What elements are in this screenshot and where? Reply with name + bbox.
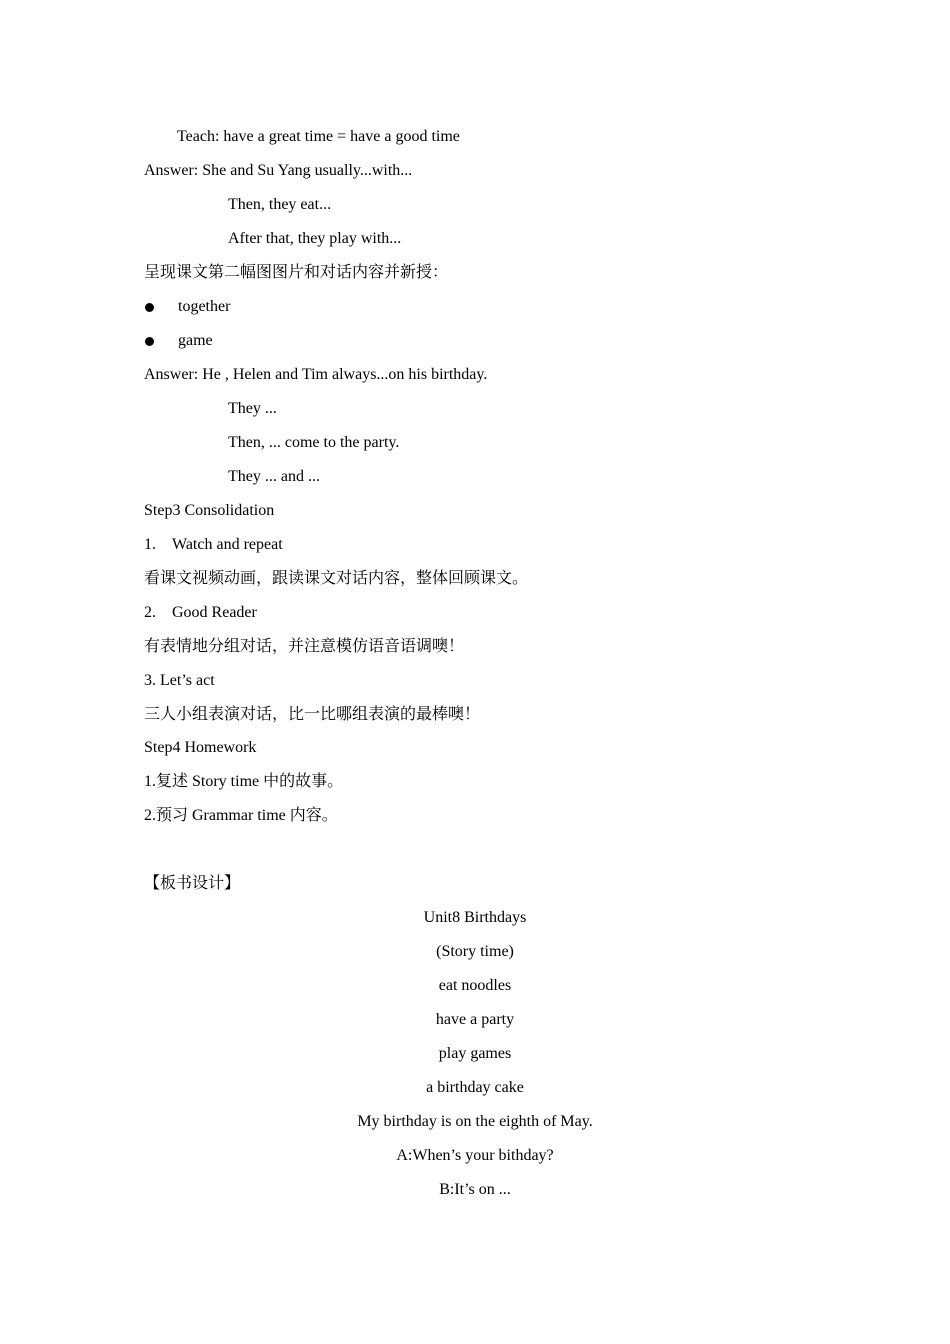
step3-item1 [144, 528, 283, 562]
step3-item1-desc: 看课文视频动画，跟读课文对话内容，整体回顾课文。 [144, 570, 529, 587]
homework-item1: 1.复述 Story time 中的故事。 [144, 773, 344, 790]
board-design-heading: 【板书设计】 [144, 875, 241, 892]
answer1-line2: Then, they eat... [228, 196, 332, 213]
bullet-text: together [178, 298, 231, 315]
board-line: (Story time) [436, 943, 514, 960]
step3-item2-text: Good Reader [172, 604, 257, 621]
answer1-line3: After that, they play with... [228, 230, 402, 247]
board-line: Unit8 Birthdays [423, 909, 527, 926]
homework-item2: 2.预习 Grammar time 内容。 [144, 807, 338, 824]
step3-item1-number: 1. [144, 536, 156, 553]
teach-line: Teach: have a great time = have a good time [177, 128, 460, 145]
answer1-line1: Answer: She and Su Yang usually...with... [144, 162, 413, 179]
step3-item3: 3. Let’s act [144, 672, 215, 689]
bullet-text: game [178, 332, 213, 349]
answer2-line1: Answer: He , Helen and Tim always...on his birthday. [144, 366, 488, 383]
bullet-icon [145, 303, 154, 312]
step3-item1-text: Watch and repeat [172, 536, 283, 553]
board-line: B:It’s on ... [439, 1181, 511, 1198]
answer2-line4: They ... and ... [228, 468, 320, 485]
step3-item2-desc: 有表情地分组对话，并注意模仿语音语调噢！ [144, 638, 465, 655]
bullet-icon [145, 337, 154, 346]
board-line: play games [438, 1045, 512, 1062]
step3-item3-desc: 三人小组表演对话，比一比哪组表演的最棒噢！ [144, 706, 481, 723]
board-line: have a party [435, 1011, 515, 1028]
answer2-line2: They ... [228, 400, 277, 417]
bullet-item-together [144, 290, 230, 324]
step3-item2-number: 2. [144, 604, 156, 621]
board-line: eat noodles [438, 977, 512, 994]
bullet-item-game [144, 324, 213, 358]
step3-title: Step3 Consolidation [144, 502, 275, 519]
board-line: a birthday cake [426, 1079, 524, 1096]
present-picture2-text: 呈现课文第二幅图图片和对话内容并新授： [144, 264, 449, 281]
board-line: My birthday is on the eighth of May. [357, 1113, 593, 1130]
answer2-line3: Then, ... come to the party. [228, 434, 400, 451]
board-line: A:When’s your bithday? [396, 1147, 554, 1164]
step4-title: Step4 Homework [144, 739, 257, 756]
step3-item2 [144, 596, 257, 630]
